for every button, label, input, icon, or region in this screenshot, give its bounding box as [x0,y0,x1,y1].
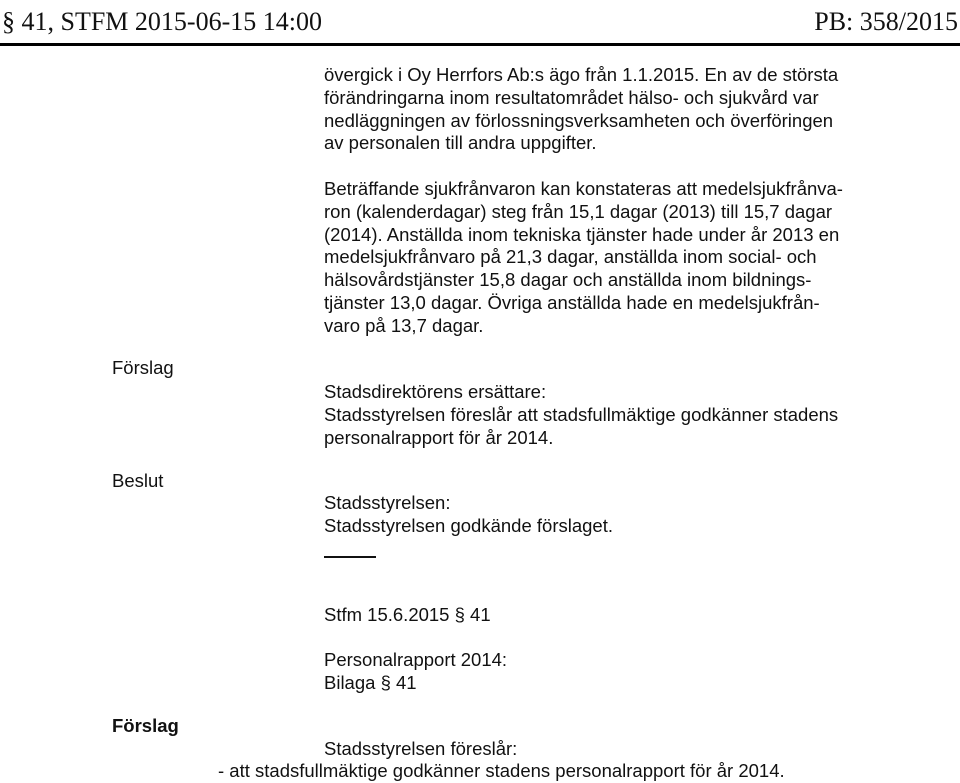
stfm-reference: Stfm 15.6.2015 § 41 [324,604,491,625]
forslag2-text: - att stadsfullmäktige godkänner stadens personalrapport för år 2014. [218,760,785,781]
text-line: personalrapport för år 2014. [324,426,554,448]
text-line: hälsovårdstjänster 15,8 dagar och anställda inom bildnings- [324,269,812,291]
paragraph-organisation-changes [324,64,884,155]
text-line: tjänster 13,0 dagar. Övriga anställda hade en medelsjukfrån- [324,291,820,313]
page-header [0,0,960,43]
forslag-label-bold: Förslag [112,715,179,736]
header-section-reference: § 41, STFM 2015-06-15 14:00 [2,7,322,36]
paragraph-sick-leave [324,178,884,338]
text-line: nedläggningen av förlossningsverksamheten och överföringen [324,109,834,131]
forslag-label: Förslag [112,357,174,378]
text-line: Beträffande sjukfrånvaron kan konstateras att medelsjukfrånva- [324,178,843,199]
text-line: Stadsstyrelsen föreslår att stadsfullmäktige godkänner stadens [324,403,839,425]
attachment-title: Personalrapport 2014: [324,649,508,670]
beslut-label: Beslut [112,470,164,491]
text-line: varo på 13,7 dagar. [324,314,484,336]
separator-line [324,556,376,558]
forslag2-heading: Stadsstyrelsen föreslår: [324,738,518,759]
beslut-text: Stadsstyrelsen godkände förslaget. [324,514,613,536]
attachment-reference: Bilaga § 41 [324,672,417,693]
forslag-section [324,381,884,449]
text-line: medelsjukfrånvaro på 21,3 dagar, anställda inom social- och [324,246,817,268]
forslag-heading: Stadsdirektörens ersättare: [324,381,547,402]
beslut-heading: Stadsstyrelsen: [324,492,451,513]
text-line: förändringarna inom resultatområdet hälso- och sjukvård var [324,86,819,108]
beslut-section [324,492,884,538]
header-protocol-number: PB: 358/2015 [814,7,958,36]
header-rule [0,43,960,46]
text-line: övergick i Oy Herrfors Ab:s ägo från 1.1.2015. En av de största [324,64,839,85]
text-line: ron (kalenderdagar) steg från 15,1 dagar (2013) till 15,7 dagar [324,200,833,222]
text-line: (2014). Anställda inom tekniska tjänster hade under år 2013 en [324,223,840,245]
text-line: av personalen till andra uppgifter. [324,132,597,154]
